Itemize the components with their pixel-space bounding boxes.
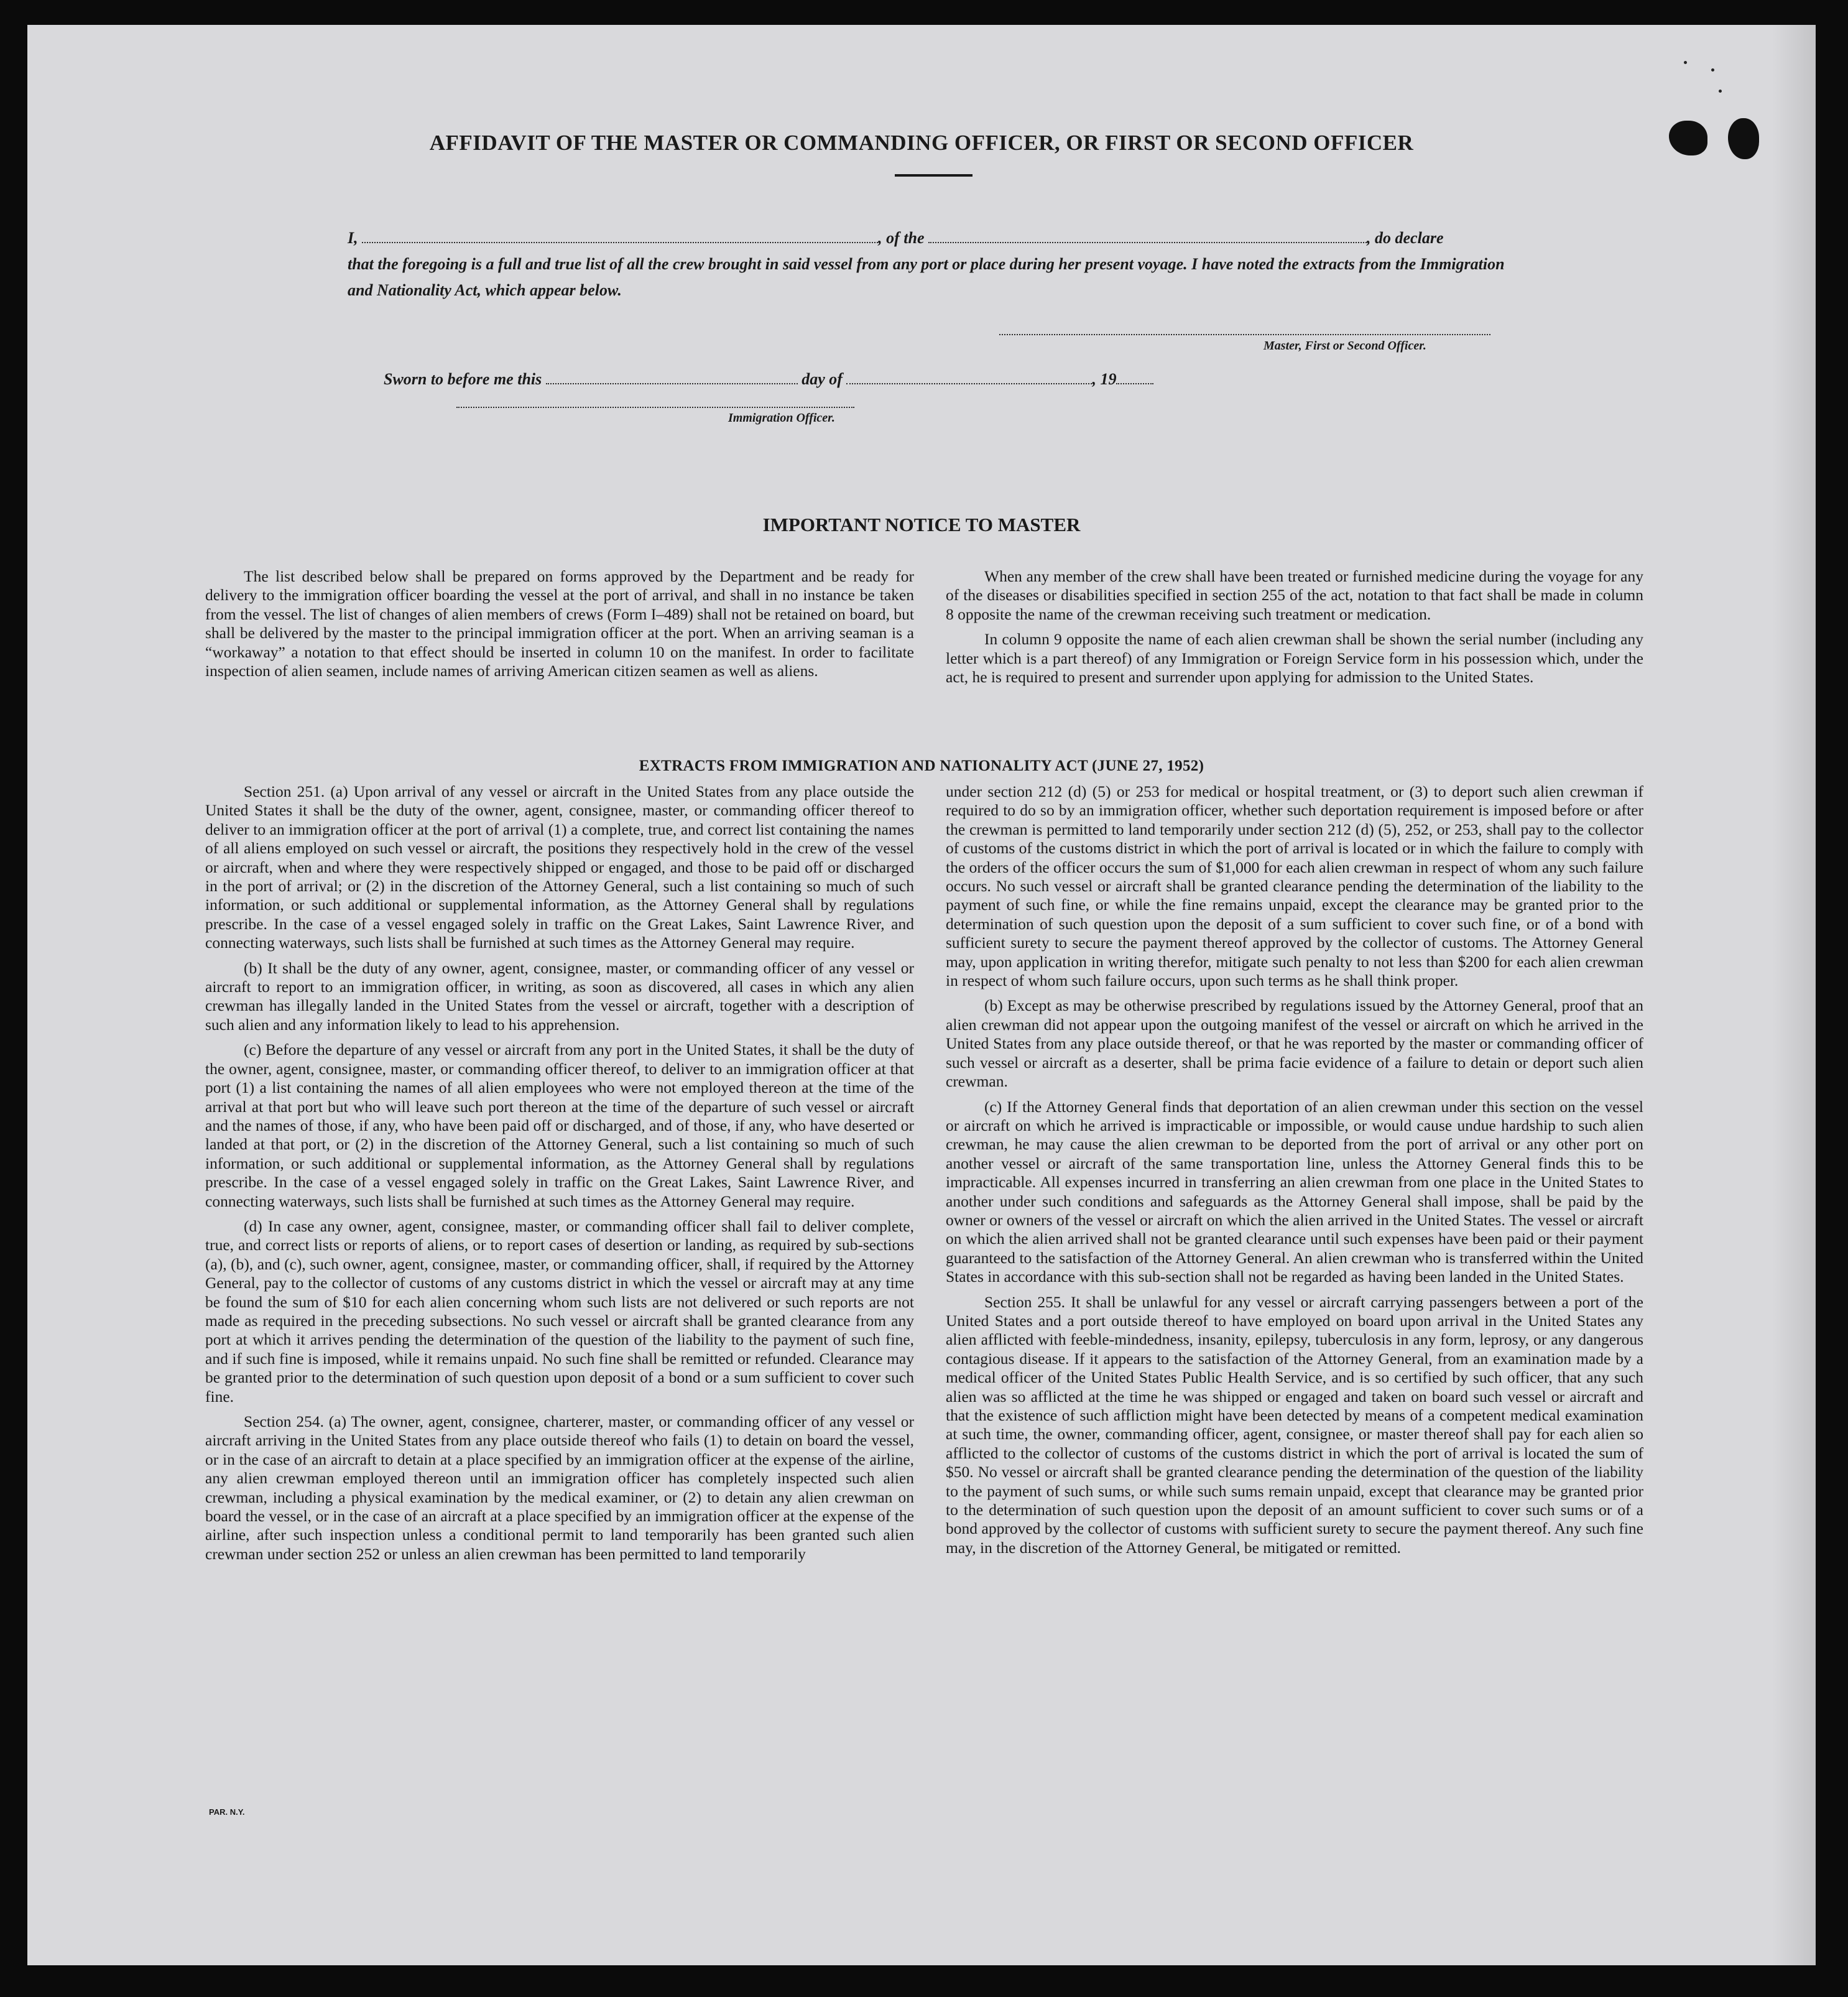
form-title: AFFIDAVIT OF THE MASTER OR COMMANDING OFFICER, OR FIRST OR SECOND OFFICER	[429, 131, 1414, 155]
immigration-officer-caption: Immigration Officer.	[728, 411, 835, 425]
declaration-of-the: , of the	[878, 229, 925, 247]
dust-speck	[1711, 68, 1714, 72]
section-254-c: (c) If the Attorney General finds that deportation of an alien crewman under this section on the vessel or aircraft on which he arrived is impracticable or impossible, or would cause undue hardship to such alien crewman, he may cause the alien crewman to be deported from the port of arrival or any other port on another vessel or aircraft of the same transportation line, unless the Attorney General finds this to be impracticable. All expenses incurred in transferring an alien crewman from one place in the United States to another under such conditions and safeguards as the Attorney General shall impose, shall be paid by the owner or owners of the vessel or aircraft on which the alien arrived in the United States. The vessel or aircraft on which the alien arrived shall not be granted clearance until such expenses have been paid or their payment guaranteed to the satisfaction of the Attorney General. An alien crewman who is transferred within the United States in accordance with this sub-section shall not be regarded as having been landed in the United States.	[946, 1097, 1643, 1286]
dust-speck	[1719, 90, 1722, 93]
section-254-b: (b) Except as may be otherwise prescribed by regulations issued by the Attorney General, proof that an alien crewman did not appear upon the outgoing manifest of the vessel or aircraft on which he arrived in the United States from any place outside thereof, or that he was reported by the master or commanding officer of such vessel or aircraft as a deserter, shall be prima facie evidence of a failure to detain or deport such alien crewman.	[946, 996, 1643, 1091]
notice-left-column	[205, 567, 914, 680]
sworn-day-of: day of	[802, 370, 843, 388]
page-edge-shadow	[1772, 25, 1816, 1965]
notice-title: IMPORTANT NOTICE TO MASTER	[762, 514, 1081, 535]
extracts-left-column	[205, 782, 914, 1564]
sworn-year-field[interactable]	[1116, 371, 1153, 384]
printer-mark: PAR. N.Y.	[209, 1807, 245, 1817]
section-251-c: (c) Before the departure of any vessel or aircraft from any port in the United States, it shall be the duty of the owner, agent, consignee, master, or commanding officer thereof, to deliver to an immigration officer at that port (1) a list containing the names of all alien employees who were not employed thereon at the time of the arrival at that port but who will leave such port thereon at the time of the departure of such vessel or aircraft and the names of those, if any, who have been paid off or discharged, and of those, if any, who have deserted or landed at that port, or (2) in the discretion of the Attorney General, such a list containing so much of such information, or such additional or supplemental information, as the Attorney General shall by regulations prescribe. In the case of a vessel engaged solely in traffic on the Great Lakes, Saint Lawrence River, and connecting waterways, such lists shall be furnished at such times as the Attorney General may require.	[205, 1040, 914, 1210]
declaration-line	[348, 225, 1517, 251]
immigration-officer-signature-line[interactable]	[456, 407, 854, 408]
sworn-prefix: Sworn to before me this	[384, 370, 542, 388]
notice-right-paragraph: In column 9 opposite the name of each alien crewman shall be shown the serial number (including any letter which is a part thereof) of any Immigration or Foreign Service form in his possession which, under the act, he is required to present and surrender upon applying for admission to the United States.	[946, 630, 1643, 687]
section-255: Section 255. It shall be unlawful for any vessel or aircraft carrying passengers between a port of the United States and a port outside thereof to have employed on board upon arrival in the United States any alien afflicted with feeble-mindedness, insanity, epilepsy, tuberculosis in any form, leprosy, or any dangerous contagious disease. If it appears to the satisfaction of the Attorney General, from an examination made by a medical officer of the United States Public Health Service, and is so certified by such officer, that any such alien was so afflicted at the time he was shipped or engaged and taken on board such vessel or aircraft and that the existence of such affliction might have been detected by means of a competent medical examination at such time, the owner, commanding officer, agent, consignee, or master thereof shall pay for each alien so afflicted to the collector of customs of the customs district in which the port of arrival is located the sum of $50. No vessel or aircraft shall be granted clearance pending the determination of the question of the liability to the payment of such sums, or while such sums remain unpaid, except that clearance may be granted prior to the determination of such question upon the deposit of an amount sufficient to cover such sums or of a bond approved by the collector of customs with sufficient surety to secure the payment thereof. Any such fine may, in the discretion of the Attorney General, be mitigated or remitted.	[946, 1292, 1643, 1557]
sworn-day-field[interactable]	[546, 371, 798, 384]
document-page	[27, 25, 1816, 1965]
master-signature-caption: Master, First or Second Officer.	[1264, 339, 1426, 353]
section-254-a: Section 254. (a) The owner, agent, consignee, charterer, master, or commanding officer of any vessel or aircraft arriving in the United States from any place outside thereof who fails (1) to detain on board the vessel, or in the case of an aircraft to detain at a place specified by an immigration officer at the expense of the airline, any alien crewman employed thereon until an immigration officer has completely inspected such alien crewman, including a physical examination by the medical examiner, or (2) to detain any alien crewman on board the vessel, or in the case of an aircraft at a place specified by an immigration officer at the expense of the airline, after such inspection unless a conditional permit to land temporarily has been granted such alien crewman under section 252 or unless an alien crewman has been permitted to land temporarily	[205, 1412, 914, 1563]
notice-left-paragraph: The list described below shall be prepared on forms approved by the Department and be ready for delivery to the immigration officer boarding the vessel at the port of arrival, and shall in no instance be taken from the vessel. The list of changes of alien members of crews (Form I–489) shall not be retained on board, but shall be delivered by the master to the principal immigration officer at the port. When an arriving seaman is a “workaway” a notation to that effect should be inserted in column 10 on the manifest. In order to facilitate inspection of alien seamen, include names of arriving American citizen seamen as well as aliens.	[205, 567, 914, 680]
sworn-line	[384, 370, 1153, 389]
extracts-title: EXTRACTS FROM IMMIGRATION AND NATIONALITY ACT (JUNE 27, 1952)	[639, 758, 1204, 774]
title-underline	[895, 174, 973, 177]
declaration-body: that the foregoing is a full and true list of all the crew brought in said vessel from any port or place during her present voyage. I have noted the extracts from the Immigration and Nationality Act, which appear below.	[348, 255, 1505, 299]
section-251-d: (d) In case any owner, agent, consignee, master, or commanding officer shall fail to deliver complete, true, and correct lists or reports of aliens, or to report cases of desertion or landing, as required by sub-sections (a), (b), and (c), such owner, agent, consignee, master, or commanding officer, shall, if required by the Attorney General, pay to the collector of customs of any customs district in which the vessel or aircraft may at any time be found the sum of $10 for each alien concerning whom such lists are not delivered or such reports are not made as required in the preceding subsections. No such vessel or aircraft shall be granted clearance from any port at which it arrives pending the determination of the question of the liability to the payment of such fine, and if such fine is imposed, while it remains unpaid. No such fine shall be remitted or refunded. Clearance may be granted prior to the determination of such question upon deposit of a bond or a sum sufficient to cover such fine.	[205, 1216, 914, 1406]
vessel-name-field[interactable]	[928, 229, 1367, 243]
declaration-pronoun: I,	[348, 229, 358, 247]
master-signature-line[interactable]	[999, 334, 1490, 335]
sworn-month-field[interactable]	[846, 371, 1092, 384]
notice-right-column	[946, 567, 1643, 687]
sworn-year-prefix: , 19	[1092, 370, 1117, 388]
declarant-name-field[interactable]	[362, 229, 878, 243]
section-251-a: Section 251. (a) Upon arrival of any vessel or aircraft in the United States from any place outside the United States it shall be the duty of the owner, agent, consignee, master, or commanding officer thereof to deliver to an immigration officer at the port of arrival (1) a complete, true, and correct list containing the names of all aliens employed on such vessel or aircraft, the positions they respectively hold in the crew of the vessel or aircraft, when and where they were respectively shipped or engaged, and those to be paid off or discharged in the port of arrival; or (2) in the discretion of the Attorney General, such a list containing so much of such information, or such additional or supplemental information, as the Attorney General shall by regulations prescribe. In the case of a vessel engaged solely in traffic on the Great Lakes, Saint Lawrence River, and connecting waterways, such lists shall be furnished at such times as the Attorney General may require.	[205, 782, 914, 952]
section-254-a-continued: under section 212 (d) (5) or 253 for medical or hospital treatment, or (3) to deport such alien crewman if required to do so by an immigration officer, whether such deportation requirement is imposed before or after the crewman is permitted to land temporarily under section 212 (d) (5), 252, or 253, shall pay to the collector of customs of the customs district in which the port of arrival is located or in which the failure to comply with the orders of the officer occurs the sum of $1,000 for each alien crewman in respect of whom any such failure occurs. No such vessel or aircraft shall be granted clearance pending the determination of the liability to the payment of such fine, or while the fine remains unpaid, except the clearance may be granted prior to the determination of such question upon the deposit of a sum sufficient to cover such fine, or of a bond with sufficient surety to secure the payment thereof approved by the collector of customs. The Attorney General may, upon application in writing therefor, mitigate such penalty to not less than $200 for each alien crewman in respect of whom such failure occurs, upon such terms as he shall think proper.	[946, 782, 1643, 990]
declaration-do-declare: , do declare	[1367, 229, 1444, 247]
dust-speck	[1684, 61, 1687, 64]
section-251-b: (b) It shall be the duty of any owner, agent, consignee, master, or commanding officer of any vessel or aircraft to report to an immigration officer, in writing, as soon as discovered, all cases in which any alien crewman has illegally landed in the United States from the vessel or aircraft, together with a description of such alien and any information likely to lead to his apprehension.	[205, 958, 914, 1034]
extracts-right-column	[946, 782, 1643, 1557]
notice-right-paragraph: When any member of the crew shall have been treated or furnished medicine during the voyage for any of the diseases or disabilities specified in section 255 of the act, notation to that fact shall be made in column 8 opposite the name of the crewman receiving such treatment or medication.	[946, 567, 1643, 623]
